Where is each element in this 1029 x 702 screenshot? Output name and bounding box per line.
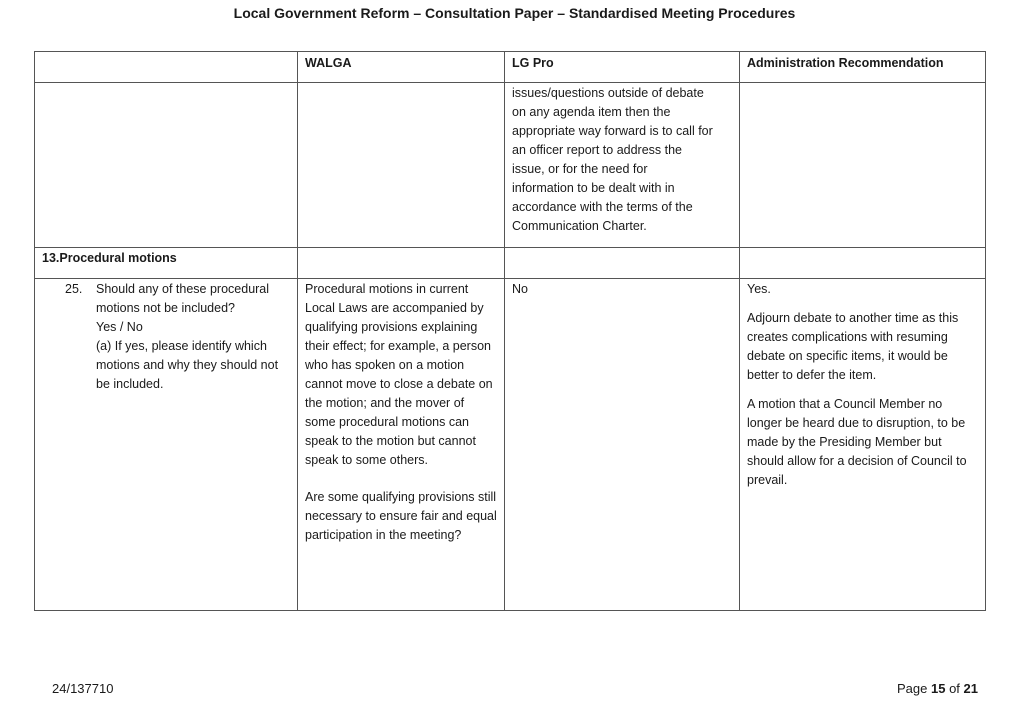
page-number	[897, 681, 978, 696]
cell-recommendation	[740, 279, 986, 611]
column-header-lgpro: LG Pro	[505, 52, 740, 83]
procedures-table	[34, 51, 986, 611]
text-line: issues/questions outside of debate	[512, 86, 704, 100]
page-prefix: Page	[896, 681, 928, 696]
page-of: of	[949, 681, 960, 696]
column-header-question	[35, 52, 298, 83]
question-line: motions not be included?	[96, 301, 235, 315]
question-line: Should any of these procedural	[96, 282, 270, 296]
walga-paragraph: Procedural motions in current Local Laws are accompanied by qualifying provisions explaining their effect; for example, a person who has spoken on a motion cannot move to close a debate on the motion; and the mover of some procedural motions can speak to the motion but cannot speak to some others.	[305, 282, 493, 467]
walga-paragraph: Are some qualifying provisions still necessary to ensure fair and equal participation in the meeting?	[305, 490, 497, 542]
cell-lgpro: No	[505, 279, 740, 611]
text-line: on any agenda item then the	[512, 105, 671, 119]
question-line: be included.	[96, 377, 164, 391]
recommendation-paragraph: Adjourn debate to another time as this creates complications with resuming debate on specific items, it would be better to defer the item.	[747, 311, 959, 382]
cell-question	[35, 279, 298, 611]
table-header-row	[35, 52, 986, 83]
table-row-section	[35, 248, 986, 279]
text-line: an officer report to address the	[512, 143, 683, 157]
cell-walga	[298, 248, 505, 279]
column-header-recommendation: Administration Recommendation	[740, 52, 986, 83]
table-row-continuation	[35, 83, 986, 248]
cell-recommendation	[740, 248, 986, 279]
page-title: Local Government Reform – Consultation Paper – Standardised Meeting Procedures	[233, 5, 796, 21]
page-total: 21	[963, 681, 978, 696]
question-line: (a) If yes, please identify which	[96, 339, 267, 353]
cell-lgpro	[505, 83, 740, 248]
cell-walga	[298, 83, 505, 248]
recommendation-paragraph: A motion that a Council Member no longer be heard due to disruption, to be made by the Presiding Member but should allow for a decision of Council to prevail.	[747, 397, 967, 487]
text-line: Communication Charter.	[512, 219, 647, 233]
text-line: appropriate way forward is to call for	[512, 124, 713, 138]
text-line: accordance with the terms of the	[512, 200, 693, 214]
question-line: motions and why they should not	[96, 358, 279, 372]
document-reference: 24/137710	[52, 681, 114, 696]
cell-recommendation	[740, 83, 986, 248]
text-line: issue, or for the need for	[512, 162, 648, 176]
question-number: 25.	[65, 282, 83, 296]
column-header-walga: WALGA	[298, 52, 505, 83]
page-current: 15	[930, 681, 946, 696]
cell-question	[35, 83, 298, 248]
table-row-question	[35, 279, 986, 611]
question-line: Yes / No	[96, 320, 143, 334]
cell-walga	[298, 279, 505, 611]
text-line: information to be dealt with in	[512, 181, 675, 195]
cell-lgpro	[505, 248, 740, 279]
section-heading: 13.Procedural motions	[35, 248, 298, 279]
recommendation-paragraph: Yes.	[747, 282, 771, 296]
